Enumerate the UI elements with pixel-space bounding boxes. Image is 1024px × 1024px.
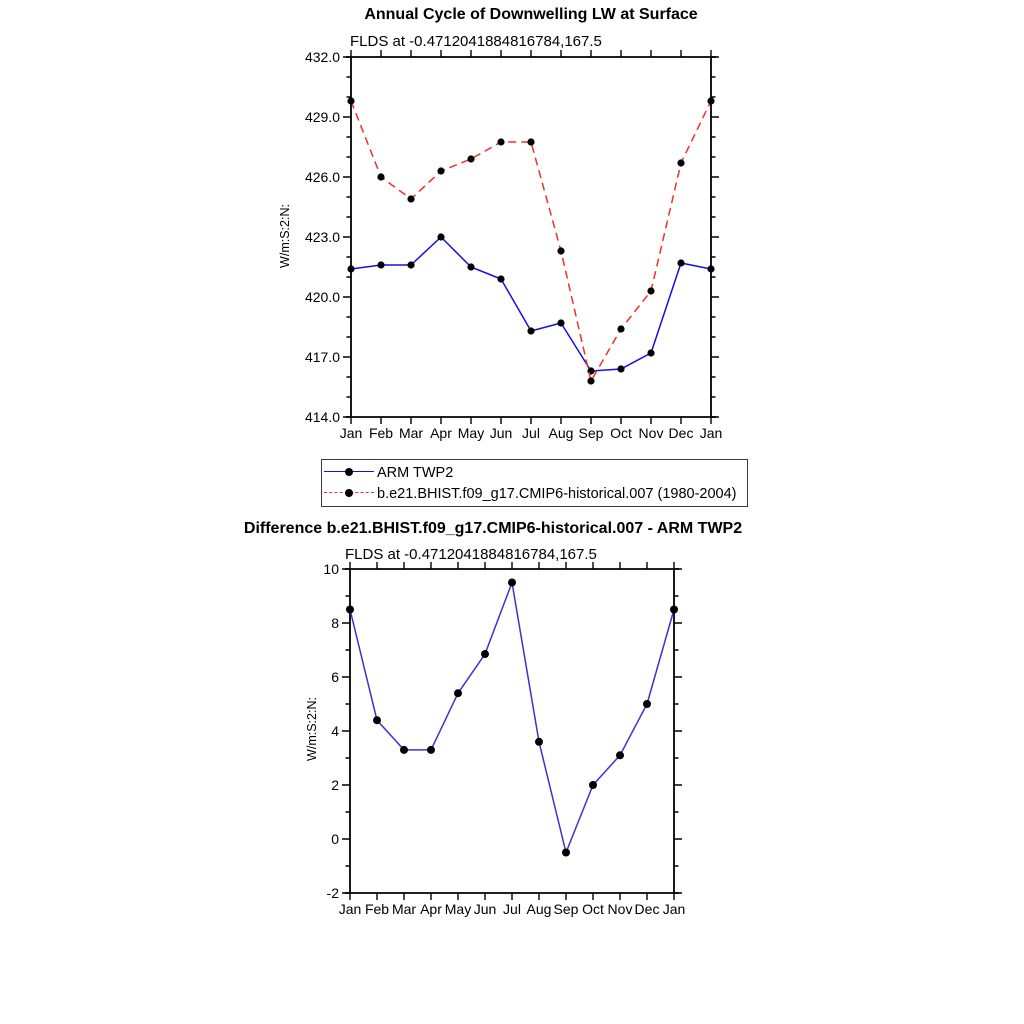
chart2-month-label: Sep	[553, 901, 579, 917]
chart1-y-tick-label: 432.0	[304, 49, 340, 65]
chart2-month-label: Jan	[338, 901, 362, 917]
chart2-frame	[345, 569, 679, 893]
chart1-series-line-0	[351, 237, 711, 371]
chart1-data-point	[347, 97, 354, 104]
chart2-y-tick-label: 4	[331, 723, 339, 739]
chart1-ticks	[343, 50, 719, 424]
chart2-data-point	[481, 650, 489, 658]
chart1-data-point	[557, 319, 564, 326]
chart2-month-label: Dec	[634, 901, 660, 917]
chart2-data-point	[535, 738, 543, 746]
chart2-month-label: Oct	[582, 901, 604, 917]
chart1-legend	[321, 459, 748, 507]
chart1-month-label: Oct	[610, 425, 632, 441]
chart1-data-point	[587, 367, 594, 374]
chart1-data-point	[557, 247, 564, 254]
chart2-y-tick-label: 6	[331, 669, 339, 685]
chart2-y-tick-label: 10	[323, 561, 339, 577]
chart1-data-point	[407, 261, 414, 268]
chart2-title: Difference b.e21.BHIST.f09_g17.CMIP6-historical.007 - ARM TWP2	[243, 520, 743, 537]
chart2-data-point	[427, 746, 435, 754]
chart1-y-tick-label: 417.0	[304, 349, 340, 365]
chart1-month-label: Apr	[430, 425, 452, 441]
chart1-data-point	[347, 265, 354, 272]
chart1-data-point	[377, 261, 384, 268]
chart1-data-point	[467, 263, 474, 270]
legend-sample-line	[324, 487, 374, 501]
chart1-month-label: May	[457, 425, 485, 441]
chart1-data-point	[527, 327, 534, 334]
chart2-y-tick-label: -2	[326, 885, 339, 901]
chart2-ticks	[342, 562, 682, 900]
chart1-data-point	[677, 159, 684, 166]
chart2-month-label: Jan	[662, 901, 686, 917]
chart2-data-point	[346, 606, 354, 614]
chart2-month-label: Nov	[607, 901, 633, 917]
chart2-data-point	[373, 716, 381, 724]
chart1-data-point	[587, 377, 594, 384]
chart1-month-label: Sep	[578, 425, 604, 441]
chart1-data-point	[677, 259, 684, 266]
chart1-data-point	[707, 97, 714, 104]
chart1-data-point	[647, 349, 654, 356]
chart1-data-point	[377, 173, 384, 180]
chart2-month-label: May	[444, 901, 472, 917]
chart2-data-point	[616, 751, 624, 759]
chart1-data-point	[527, 138, 534, 145]
chart1-data-point	[647, 287, 654, 294]
chart2-data-point	[508, 579, 516, 587]
chart1-month-label: Mar	[398, 425, 424, 441]
chart1-month-label: Aug	[548, 425, 574, 441]
chart2-series-line-0	[350, 583, 674, 853]
chart1-frame	[346, 57, 716, 417]
chart2-data-point	[589, 781, 597, 789]
chart2-y-tick-label: 0	[331, 831, 339, 847]
chart2-month-label: Feb	[364, 901, 390, 917]
legend-label: b.e21.BHIST.f09_g17.CMIP6-historical.007 (1980-2004)	[377, 485, 737, 502]
legend-sample-line	[324, 466, 374, 480]
chart1-y-tick-label: 429.0	[304, 109, 340, 125]
chart2-data-point	[670, 606, 678, 614]
chart2-month-label: Apr	[420, 901, 442, 917]
chart2-y-tick-label: 2	[331, 777, 339, 793]
chart2-month-label: Jul	[503, 901, 521, 917]
chart2-month-label: Aug	[526, 901, 552, 917]
chart2-data-point	[454, 689, 462, 697]
chart1-data-point	[707, 265, 714, 272]
chart2-subtitle: FLDS at -0.4712041884816784,167.5	[345, 546, 597, 563]
legend-row-arm-twp2	[322, 462, 747, 483]
chart1-month-label: Jan	[339, 425, 363, 441]
chart1-data-point	[437, 233, 444, 240]
chart1-subtitle: FLDS at -0.4712041884816784,167.5	[350, 33, 602, 50]
chart1-title: Annual Cycle of Downwelling LW at Surface	[364, 6, 698, 23]
chart1-month-label: Dec	[668, 425, 694, 441]
chart1-data-point	[497, 138, 504, 145]
chart2-data-point	[400, 746, 408, 754]
legend-row-model	[322, 483, 747, 504]
chart1-month-label: Jan	[699, 425, 723, 441]
chart1-data-point	[467, 155, 474, 162]
chart2-month-label: Mar	[391, 901, 417, 917]
chart2-y-tick-label: 8	[331, 615, 339, 631]
chart1-y-axis-title: W/m:S:2:N:	[278, 204, 292, 268]
chart1-data-point	[617, 325, 624, 332]
chart1-month-label: Feb	[368, 425, 394, 441]
chart2-month-label: Jun	[473, 901, 497, 917]
chart1-y-tick-label: 423.0	[304, 229, 340, 245]
legend-label: ARM TWP2	[377, 464, 454, 481]
chart2-data-point	[562, 849, 570, 857]
chart1-month-label: Jun	[489, 425, 513, 441]
chart1-month-label: Nov	[638, 425, 664, 441]
chart2-y-axis-title: W/m:S:2:N:	[305, 697, 319, 761]
chart1-data-point	[437, 167, 444, 174]
marker-dot-icon	[345, 468, 353, 476]
chart1-y-tick-label: 426.0	[304, 169, 340, 185]
chart1-y-tick-label: 420.0	[304, 289, 340, 305]
chart1-data-point	[617, 365, 624, 372]
chart1-data-point	[407, 195, 414, 202]
chart2-data-point	[643, 700, 651, 708]
chart1-month-label: Jul	[522, 425, 540, 441]
chart1-y-tick-label: 414.0	[304, 409, 340, 425]
marker-dot-icon	[345, 489, 353, 497]
chart1-data-point	[497, 275, 504, 282]
